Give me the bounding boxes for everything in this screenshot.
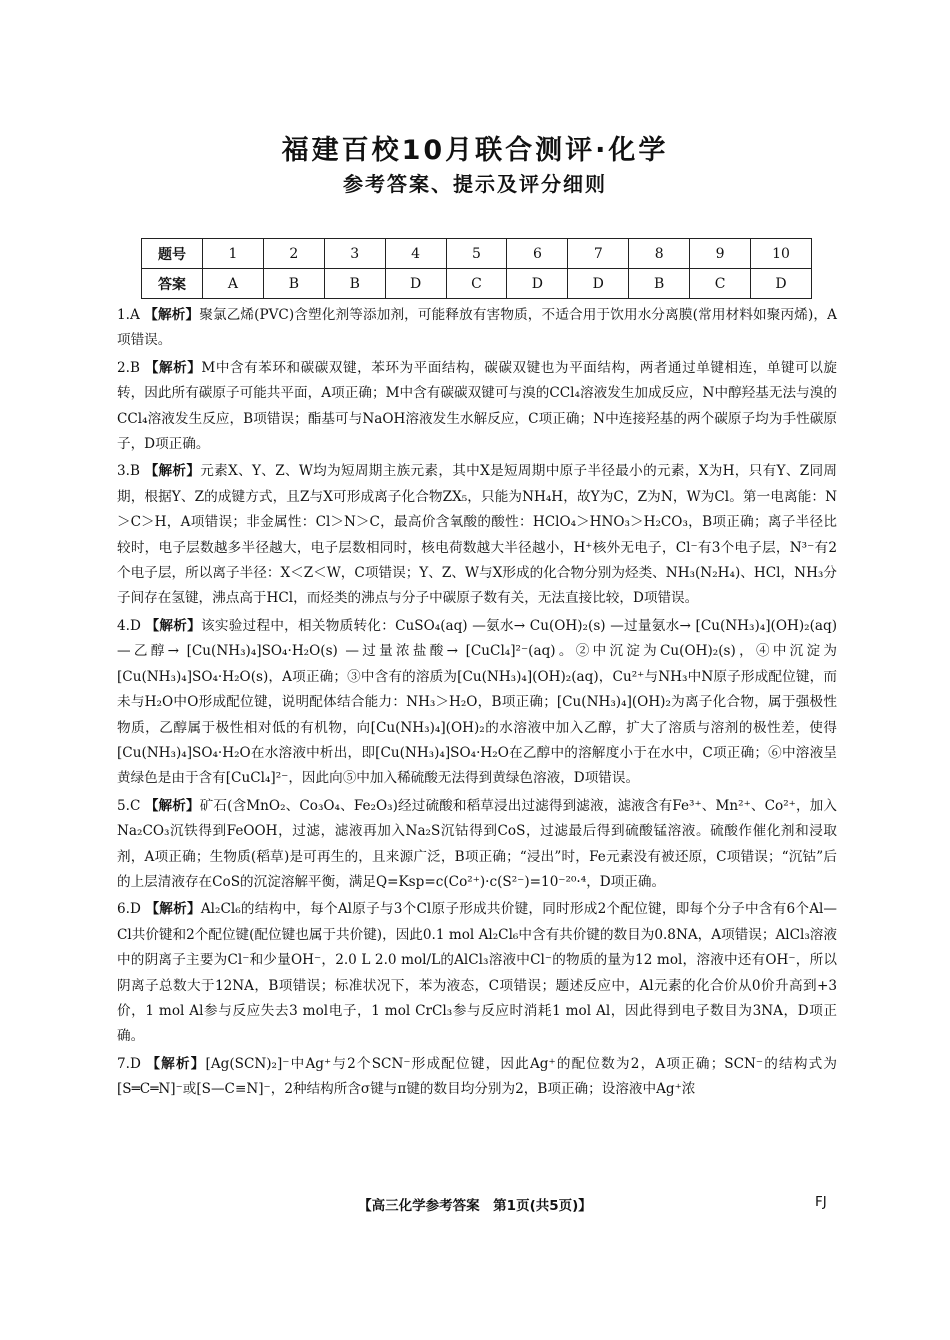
question-number-cell: 7: [568, 239, 629, 269]
analysis-tag: 【解析】: [144, 359, 202, 376]
explanation-number: 3.B: [117, 463, 140, 480]
explanation-text: 矿石(含MnO₂、Co₃O₄、Fe₂O₃)经过硫酸和稻草浸出过滤得到滤液，滤液含有Fe³⁺、Mn²⁺、Co²⁺，加入Na₂CO₃沉铁得到FeOOH，过滤，滤液再加入Na₂S沉钴得到CoS，过滤最后得到硫酸锰溶液。硫酸作催化剂和浸取剂，A项正确；生物质(稻草)是可再生的，且来源广泛，B项正确；“浸出”时，Fe元素没有被还原，C项错误；“沉钴”后的上层清液存在CoS的沉淀溶解平衡，满足Q=Ksp=c(Co²⁺)·c(S²⁻)=10⁻²⁰·⁴，D项正确。: [117, 797, 837, 890]
explanation-number: 6.D: [117, 901, 141, 918]
answer-cell: B: [263, 269, 324, 299]
explanation-text: [Ag(SCN)₂]⁻中Ag⁺与2个SCN⁻形成配位键，因此Ag⁺的配位数为2，A项正确；SCN⁻的结构式为[S═C═N]⁻或[S—C≡N]⁻，2种结构所含σ键与π键的数目均分别为2，B项正确；设溶液中Ag⁺浓: [117, 1055, 837, 1098]
page-title: 福建百校10月联合测评·化学: [281, 135, 669, 166]
question-number-cell: 3: [324, 239, 385, 269]
edition-code: FJ: [815, 1194, 827, 1210]
explanation-text: Al₂Cl₆的结构中，每个Al原子与3个Cl原子形成共价键，同时形成2个配位键，即每个分子中含有6个Al—Cl共价键和2个配位键(配位键也属于共价键)，因此0.1 mol Al₂Cl₆中含有共价键的数目为0.8NA，A项错误；AlCl₃溶液中的阴离子主要为Cl⁻和少量OH⁻，2.0 L 2.0 mol/L的AlCl₃溶液中Cl⁻的物质的量为12 mol，溶液中还有OH⁻，所以阴离子总数大于12NA，B项错误；标准状况下，苯为液态，C项错误；题述反应中，Al元素的化合价从0价升高到+3价，1 mol Al参与反应失去3 mol电子，1 mol CrCl₃参与反应时消耗1 mol Al，因此得到电子数目为3NA，D项正确。: [117, 901, 838, 1045]
answer-cell: C: [690, 269, 751, 299]
analysis-tag: 【解析】: [144, 307, 200, 323]
answer-cell: D: [568, 269, 629, 299]
analysis-tag: 【解析】: [146, 1055, 206, 1072]
explanation-number: 7.D: [117, 1055, 141, 1072]
answer-table-number-row: [142, 239, 812, 269]
answer-cell: D: [751, 269, 812, 299]
analysis-tag: 【解析】: [145, 617, 201, 634]
answer-cell: B: [324, 269, 385, 299]
question-number-cell: 5: [446, 239, 507, 269]
explanation-5: [117, 794, 837, 896]
page-subtitle: 参考答案、提示及评分细则: [343, 172, 607, 196]
analysis-tag: 【解析】: [144, 797, 200, 814]
number-row-header: 题号: [142, 239, 203, 269]
question-number-cell: 6: [507, 239, 568, 269]
answer-table: [141, 238, 812, 299]
analysis-tag: 【解析】: [145, 901, 201, 918]
page-footer: 【高三化学参考答案 第1页(共5页)】: [358, 1198, 592, 1214]
explanation-4: [117, 614, 837, 792]
answer-table-answer-row: [142, 269, 812, 299]
question-number-cell: 10: [751, 239, 812, 269]
analysis-tag: 【解析】: [144, 463, 201, 480]
question-number-cell: 9: [690, 239, 751, 269]
explanations-body: [117, 303, 837, 1105]
explanation-1: [117, 303, 837, 354]
explanation-number: 4.D: [117, 617, 141, 634]
explanation-text: M中含有苯环和碳碳双键，苯环为平面结构，碳碳双键也为平面结构，两者通过单键相连，单键可以旋转，因此所有碳原子可能共平面，A项正确；M中含有碳碳双键可与溴的CCl₄溶液发生加成反应，N中醇羟基无法与溴的CCl₄溶液发生反应，B项错误；酯基可与NaOH溶液发生水解反应，C项正确；N中连接羟基的两个碳原子均为手性碳原子，D项正确。: [117, 359, 837, 453]
explanation-2: [117, 356, 837, 458]
explanation-text: 元素X、Y、Z、W均为短周期主族元素，其中X是短周期中原子半径最小的元素，X为H，只有Y、Z同周期，根据Y、Z的成键方式，且Z与X可形成离子化合物ZX₅，只能为NH₄H，故Y为C，Z为N，W为Cl。第一电离能：N＞C＞H，A项错误；非金属性：Cl＞N＞C，最高价含氧酸的酸性：HClO₄＞HNO₃＞H₂CO₃，B项正确；离子半径比较时，电子层数越多半径越大，电子层数相同时，核电荷数越大半径越小，H⁺核外无电子，Cl⁻有3个电子层，N³⁻有2个电子层，所以离子半径：X＜Z＜W，C项错误；Y、Z、W与X形成的化合物分别为烃类、NH₃(N₂H₄)、HCl，NH₃分子间存在氢键，沸点高于HCl，而烃类的沸点与分子中碳原子数有关，无法直接比较，D项错误。: [117, 463, 838, 607]
question-number-cell: 4: [385, 239, 446, 269]
answer-cell: C: [446, 269, 507, 299]
explanation-6: [117, 897, 837, 1049]
answer-cell: B: [629, 269, 690, 299]
answer-cell: A: [203, 269, 264, 299]
explanation-number: 5.C: [117, 797, 141, 814]
answer-cell: D: [385, 269, 446, 299]
question-number-cell: 8: [629, 239, 690, 269]
explanation-number: 2.B: [117, 359, 140, 376]
explanation-7: [117, 1052, 837, 1103]
explanation-text: 该实验过程中，相关物质转化：CuSO₄(aq) —氨水→ Cu(OH)₂(s) —过量氨水→ [Cu(NH₃)₄](OH)₂(aq) —乙醇→ [Cu(NH₃)₄]SO₄·H₂O(s) —过量浓盐酸→ [CuCl₄]²⁻(aq)。②中沉淀为Cu(OH)₂(s)，④中沉淀为[Cu(NH₃)₄]SO₄·H₂O(s)，A项正确；③中含有的溶质为[Cu(NH₃)₄](OH)₂(aq)，Cu²⁺与NH₃中N原子形成配位键，而未与H₂O中O形成配位键，说明配体结合能力：NH₃＞H₂O，B项正确；[Cu(NH₃)₄](OH)₂为离子化合物，属于强极性物质，乙醇属于极性相对低的有机物，向[Cu(NH₃)₄](OH)₂的水溶液中加入乙醇，扩大了溶质与溶剂的极性差，使得[Cu(NH₃)₄]SO₄·H₂O在水溶液中析出，即[Cu(NH₃)₄]SO₄·H₂O在乙醇中的溶解度小于在水中，C项正确；⑥中溶液呈黄绿色是由于含有[CuCl₄]²⁻，因此向⑤中加入稀硫酸无法得到黄绿色溶液，D项错误。: [117, 617, 838, 787]
answer-cell: D: [507, 269, 568, 299]
answer-row-header: 答案: [142, 269, 203, 299]
question-number-cell: 1: [203, 239, 264, 269]
explanation-3: [117, 459, 837, 611]
explanation-text: 聚氯乙烯(PVC)含塑化剂等添加剂，可能释放有害物质，不适合用于饮用水分离膜(常用材料如聚丙烯)，A项错误。: [117, 307, 837, 349]
explanation-number: 1.A: [117, 307, 140, 323]
question-number-cell: 2: [263, 239, 324, 269]
